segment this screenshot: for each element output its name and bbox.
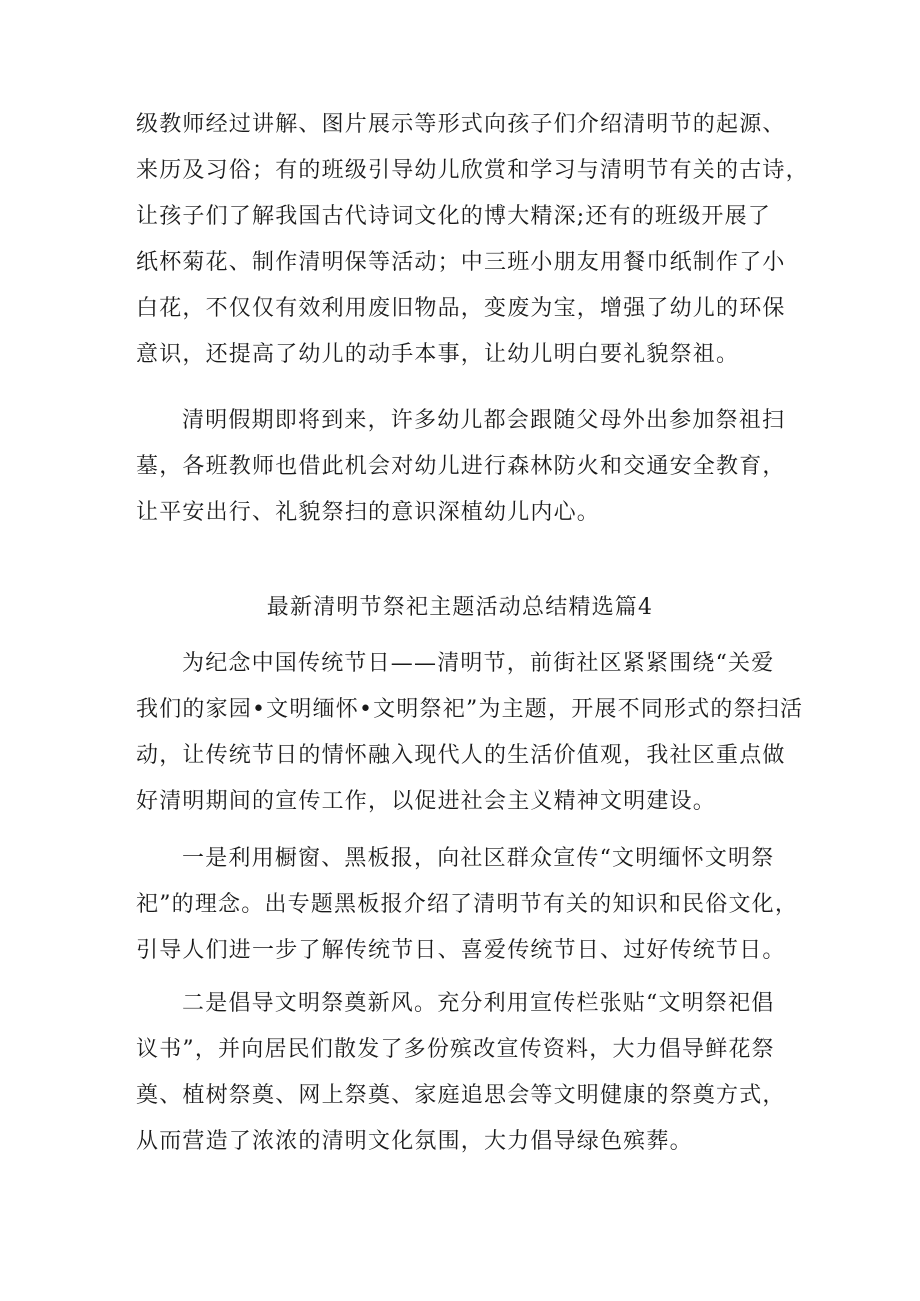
- text-line: 纸杯菊花、制作清明保等活动；中三班小朋友用餐巾纸制作了小: [136, 250, 786, 275]
- section-heading: 最新清明节祭祀主题活动总结精选篇4: [266, 595, 654, 620]
- text-line: 议书”，并向居民们散发了多份殡改宣传资料，大力倡导鲜花祭: [136, 1037, 775, 1062]
- text-line: 让平安出行、礼貌祭扫的意识深植幼儿内心。: [136, 500, 601, 525]
- text-line: 白花，不仅仅有效利用废旧物品，变废为宝，增强了幼儿的环保: [136, 296, 786, 321]
- text-line: 引导人们进一步了解传统节日、喜爱传统节日、过好传统节日。: [136, 938, 786, 963]
- text-line: 从而营造了浓浓的清明文化氛围，大力倡导绿色殡葬。: [136, 1129, 693, 1154]
- text-line: 我们的家园•文明缅怀•文明祭祀”为主题，开展不同形式的祭扫活: [136, 697, 804, 722]
- text-line: 来历及习俗；有的班级引导幼儿欣赏和学习与清明节有关的古诗，: [136, 158, 809, 183]
- paragraph-intro: [136, 641, 804, 825]
- text-line: 清明假期即将到来，许多幼儿都会跟随父母外出参加祭祖扫: [182, 408, 786, 433]
- text-line: 一是利用橱窗、黑板报，向社区群众宣传“文明缅怀文明祭: [182, 846, 775, 871]
- paragraph-point-two: [136, 981, 796, 1165]
- paragraph-continuation: [136, 102, 809, 378]
- text-line: 墓，各班教师也借此机会对幼儿进行森林防火和交通安全教育，: [136, 454, 786, 479]
- text-line: 奠、植树祭奠、网上祭奠、家庭追思会等文明健康的祭奠方式，: [136, 1083, 786, 1108]
- text-line: 意识，还提高了幼儿的动手本事，让幼儿明白要礼貌祭祖。: [136, 342, 740, 367]
- text-line: 好清明期间的宣传工作，以促进社会主义精神文明建设。: [136, 789, 717, 814]
- text-line: 动，让传统节日的情怀融入现代人的生活价值观，我社区重点做: [136, 743, 786, 768]
- text-line: 祀”的理念。出专题黑板报介绍了清明节有关的知识和民俗文化，: [136, 892, 799, 917]
- text-line: 级教师经过讲解、图片展示等形式向孩子们介绍清明节的起源、: [136, 112, 786, 137]
- paragraph-qingming-holiday: [136, 398, 796, 536]
- text-line: 让孩子们了解我国古代诗词文化的博大精深;还有的班级开展了: [136, 204, 772, 229]
- text-line: 二是倡导文明祭奠新风。充分利用宣传栏张贴“文明祭祀倡: [182, 991, 775, 1016]
- text-line: 为纪念中国传统节日——清明节，前街社区紧紧围绕“关爱: [182, 651, 775, 676]
- paragraph-point-one: [136, 836, 799, 974]
